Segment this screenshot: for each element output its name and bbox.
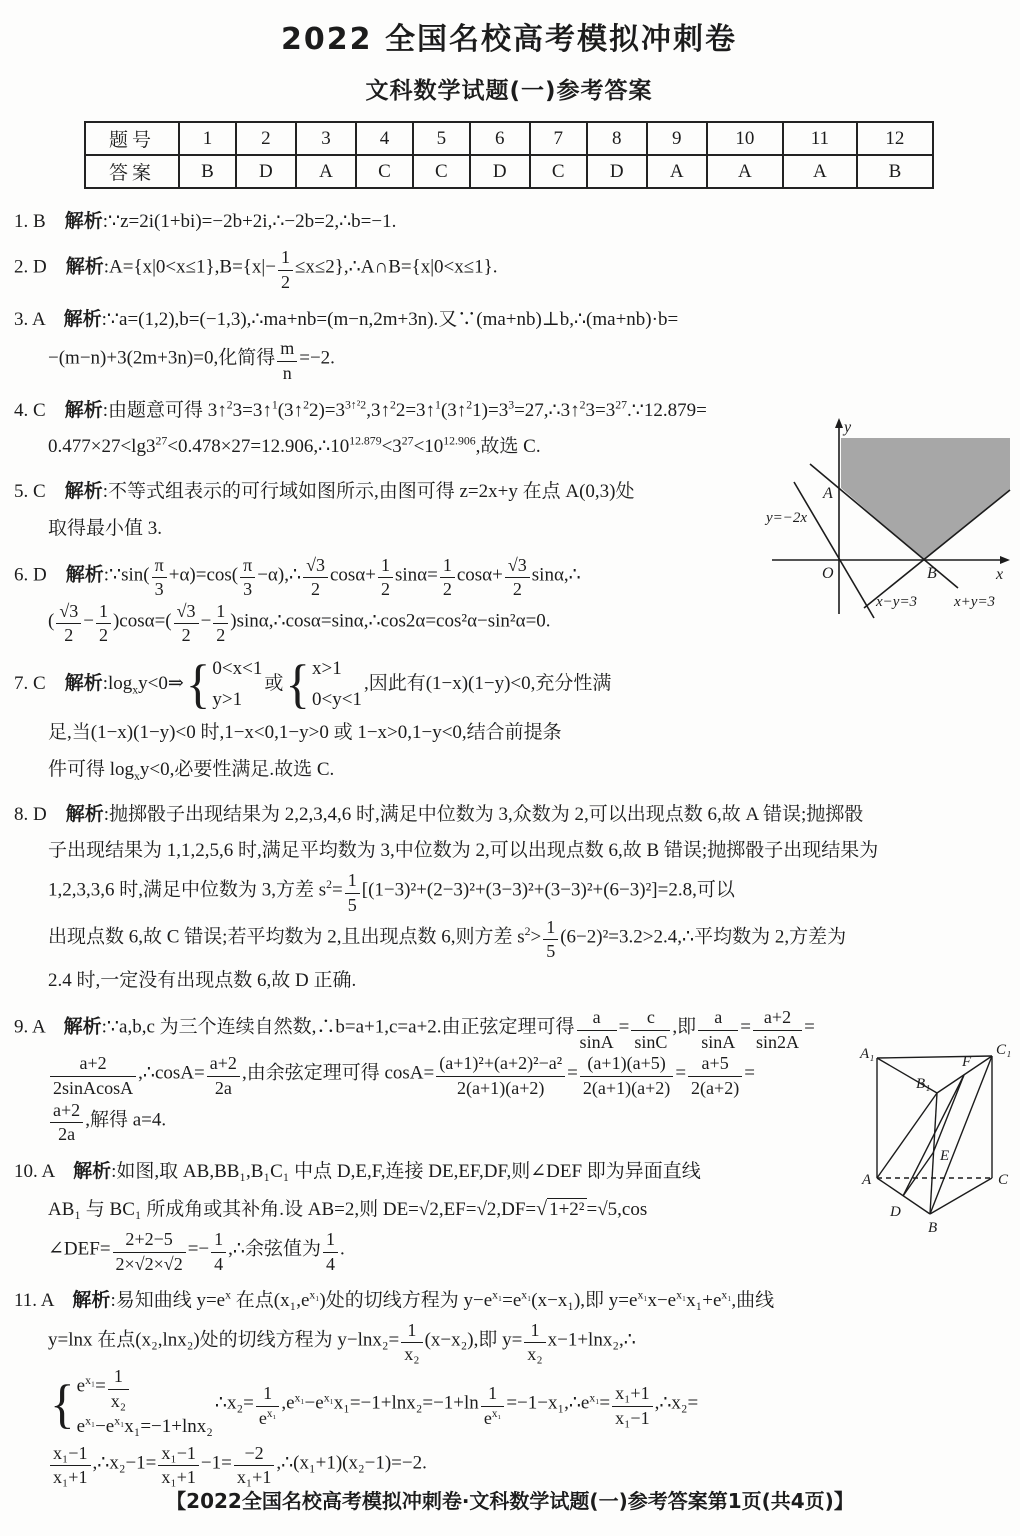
- solution-line: 1. B 解析:∵z=2i(1+bi)=−2b+2i,∴−2b=2,∴b=−1.: [14, 210, 397, 232]
- solution-block: [14, 654, 1004, 789]
- answer-cell: C: [356, 155, 413, 188]
- solution-line: { $e^{x_1}=$ $\frac{1}{\text{x₂}}$ $e^{x_1}-e^{x_1}x_1=-1+\ln x_2$ ∴x₂= $\frac{1}{e^{x_1}}$ $,e^{x_1}-e^{x_1}x_1=-1+\ln x_2=-1+\ln$ $\frac{1}{e^{x_1}}$ $=-1-x_1,\therefore e^{x_1}=$ $\frac{\text{x₁+1}}{\text{x₁−1}}$ ,∴x₂=: [50, 1365, 699, 1438]
- answer-cell: A: [296, 155, 356, 188]
- answer-cell: D: [236, 155, 296, 188]
- vertex-c1-label: C₁: [996, 1042, 1012, 1058]
- axis-label-y: y: [844, 419, 852, 436]
- point-d-label: D: [890, 1204, 901, 1220]
- solution-line: y=lnx 在点(x₂,lnx₂)处的切线方程为 y−lnx₂= $\frac{1}{\text{x₂}}$ (x−x₂),即 y= $\frac{1}{\text{x₂}}$ x−1+lnx₂,∴: [48, 1319, 636, 1365]
- question-number-cell: 3: [296, 122, 356, 155]
- solution-line: 9. A 解析:∵a,b,c 为三个连续自然数,∴b=a+1,c=a+2.由正弦定理可得 $\frac{a}{\sin A}$ = $\frac{c}{\sin C}$ ,即 $\frac{a}{\sin A}$ = $\frac{a+2}{\sin 2A}$ =: [14, 1007, 815, 1052]
- question-number-cell: 12: [857, 122, 933, 155]
- solution-line: $\frac{\text{x₁−1}}{\text{x₁+1}}$ ,∴x₂−1= $\frac{\text{x₁−1}}{\text{x₁+1}}$ −1= $\frac{-2}{\text{x₁+1}}$ ,∴(x₁+1)(x₂−1)=−2.: [48, 1443, 1004, 1489]
- solution-line: 子出现结果为 1,1,2,5,6 时,满足平均数为 3,中位数为 2,可以出现点数 6,故 B 错误;抛掷骰子出现结果为: [48, 840, 879, 862]
- solution-line: 件可得 $\log_xy<0$,必要性满足.故选 C.: [48, 758, 335, 783]
- question-number-cell: 4: [356, 122, 413, 155]
- solution-line: 1,2,3,3,6 时,满足中位数为 3,方差 $s^2=$ $\frac{1}{5}$ [(1−3)²+(2−3)²+(3−3)²+(3−3)²+(6−3)²]=2.8,可以: [48, 870, 735, 916]
- solution-line: 2.4 时,一定没有出现点数 6,故 D 正确.: [48, 970, 357, 991]
- question-number-cell: 6: [470, 122, 530, 155]
- point-a-label: A: [823, 485, 833, 502]
- answer-cell: A: [707, 155, 783, 188]
- solution-line: $\frac{a+2}{2a}$ ,解得 a=4.: [48, 1100, 1004, 1146]
- table-row: [85, 155, 933, 188]
- figure-q10-prism: [852, 1036, 1012, 1238]
- answer-cell: B: [179, 155, 236, 188]
- vertex-c-label: C: [998, 1172, 1009, 1188]
- question-number-cell: 7: [530, 122, 587, 155]
- solution-line: 5. C 解析:不等式组表示的可行域如图所示,由图可得 z=2x+y 在点 A(0,3)处: [14, 480, 635, 503]
- solution-line: 8. D 解析:抛掷骰子出现结果为 2,2,3,4,6 时,满足中位数为 3,众数为 2,可以出现点数 6,故 A 错误;抛掷骰: [14, 802, 864, 825]
- solution-block: [14, 301, 1004, 385]
- page-title: 2022 全国名校高考模拟冲刺卷: [281, 22, 737, 57]
- row-header: 答案: [85, 155, 179, 188]
- answer-key-table: [84, 121, 934, 189]
- question-number-cell: 8: [587, 122, 647, 155]
- solution-line: −(m−n)+3(2m+3n)=0,化简得 $\frac{m}{n}$ =−2.: [48, 338, 335, 383]
- solution-block: [14, 796, 1004, 1000]
- page-footer: 【2022全国名校高考模拟冲刺卷·文科数学试题(一)参考答案第1页(共4页)】: [166, 1489, 854, 1513]
- point-b-label: B: [927, 565, 937, 582]
- vertex-b1-label: B₁: [916, 1076, 931, 1092]
- answer-cell: A: [783, 155, 857, 188]
- solution-line: 11. A 解析:易知曲线 $y=e^x$ 在点$(x_1,e^{x_1})$处的切线方程为 $y-e^{x_1}=e^{x_1}(x-x_1)$,即 $y=e^{x_1}x-e^{x_1}x_1+e^{x_1}$,曲线: [14, 1288, 775, 1312]
- vertex-a1-label: A₁: [860, 1046, 875, 1062]
- table-row: [85, 122, 933, 155]
- solution-line: ( $\frac{√3}{2}$ − $\frac{1}{2}$ )cosα=( $\frac{√3}{2}$ − $\frac{1}{2}$ )sinα,∴cosα=sinα,∴cos2α=cos²α−sin²α=0.: [48, 600, 551, 646]
- vertex-a-label: A: [862, 1172, 872, 1188]
- question-number-cell: 1: [179, 122, 236, 155]
- answer-cell: B: [857, 155, 933, 188]
- row-header: 题号: [85, 122, 179, 155]
- solution-block: [14, 203, 1004, 240]
- question-number-cell: 11: [783, 122, 857, 155]
- solution-line: 7. C 解析$:\log_xy<0\Rightarrow${ 0<x<1 y>1 或{ x>1 0<y<1 ,因此有(1−x)(1−y)<0,充分性满: [14, 654, 612, 715]
- answer-cell: C: [413, 155, 470, 188]
- solution-block: [14, 1282, 1004, 1489]
- point-e-label: E: [940, 1148, 950, 1164]
- solution-line: 3. A 解析:∵a=(1,2),b=(−1,3),∴ma+nb=(m−n,2m+3n).又∵(ma+nb)⊥b,∴(ma+nb)·b=: [14, 307, 679, 330]
- answer-cell: C: [530, 155, 587, 188]
- solution-line: 6. D 解析:∵sin( $\frac{\pi}{3}$ +α)=cos( $\frac{\pi}{3}$ −α),∴ $\frac{√3}{2}$ cosα+ $\frac{1}{2}$ sinα= $\frac{1}{2}$ cosα+ $\frac{√3}{2}$ sinα,∴: [14, 554, 581, 600]
- solution-line: 4. C 解析:由题意可得 $3↑^23=3↑^1(3↑^22)=3^{3↑^22},3↑^22=3↑^1(3↑^21)=3^3=27,\therefore 3↑^23=3^{27}.\because 12.879=$: [14, 398, 707, 421]
- figure-q5-feasible-region: [764, 412, 1014, 620]
- question-number-cell: 9: [647, 122, 707, 155]
- solution-line: AB₁ 与 BC₁ 所成角或其补角.设 AB=2,则 DE=√2,EF=√2,DF=√ 1+2² =√5,cos: [48, 1198, 648, 1221]
- shaded-feasible-region: [841, 438, 1010, 560]
- solution-line: $0.477\times 27<\lg 3^{27}<0.478\times 27=12.906,\therefore 10^{12.879}<3^{27}<10^{12.906}$,故选 C.: [48, 434, 541, 458]
- origin-label: O: [822, 565, 834, 582]
- line-label-x-minus-y-3: x−y=3: [876, 594, 918, 610]
- solution-line: 足,当(1−x)(1−y)<0 时,1−x<0,1−y>0 或 1−x>0,1−y<0,结合前提条: [48, 721, 562, 743]
- point-f-label: F: [962, 1054, 972, 1070]
- page-subtitle: 文科数学试题(一)参考答案: [365, 78, 653, 104]
- line-label-y-equals-minus-2x: y=−2x: [766, 510, 808, 526]
- solution-line: 出现点数 6,故 C 错误;若平均数为 2,且出现点数 6,则方差 $s^2>$ $\frac{1}{5}$ (6−2)²=3.2>2.4,∴平均数为 2,方差为: [48, 916, 847, 962]
- question-number-cell: 10: [707, 122, 783, 155]
- question-number-cell: 5: [413, 122, 470, 155]
- vertex-b-label: B: [928, 1220, 938, 1236]
- answer-cell: A: [647, 155, 707, 188]
- solution-block: [14, 247, 1004, 293]
- solution-line: 10. A 解析:如图,取 AB,BB₁,B₁C₁ 中点 D,E,F,连接 DE,EF,DF,则∠DEF 即为异面直线: [14, 1159, 701, 1182]
- solution-line: 2. D 解析:A={x|0<x≤1},B={x|− $\frac{1}{2}$ ≤x≤2},∴A∩B={x|0<x≤1}.: [14, 247, 498, 293]
- answer-cell: D: [587, 155, 647, 188]
- solutions-list: [14, 203, 1004, 1489]
- solution-line: 取得最小值 3.: [48, 517, 163, 539]
- axis-label-x: x: [996, 566, 1004, 583]
- answer-cell: D: [470, 155, 530, 188]
- question-number-cell: 2: [236, 122, 296, 155]
- solution-line: $\frac{a+2}{\text{2sinAcosA}}$ ,∴cosA= $\frac{a+2}{2a}$ ,由余弦定理可得 cosA= $\frac{\text{(a+1)²+(a+2)²−a²}}{2(a+1)(a+2)}$ = $\frac{(a+1)(a+5)}{2(a+1)(a+2)}$ = $\frac{a+5}{2(a+2)}$ =: [48, 1053, 1004, 1099]
- solution-line: ∠DEF= $\frac{2+2-5}{2\times√2\times√2}$ =− $\frac{1}{4}$ ,∴余弦值为 $\frac{1}{4}$ .: [48, 1228, 345, 1274]
- line-label-x-plus-y-3: x+y=3: [954, 594, 996, 610]
